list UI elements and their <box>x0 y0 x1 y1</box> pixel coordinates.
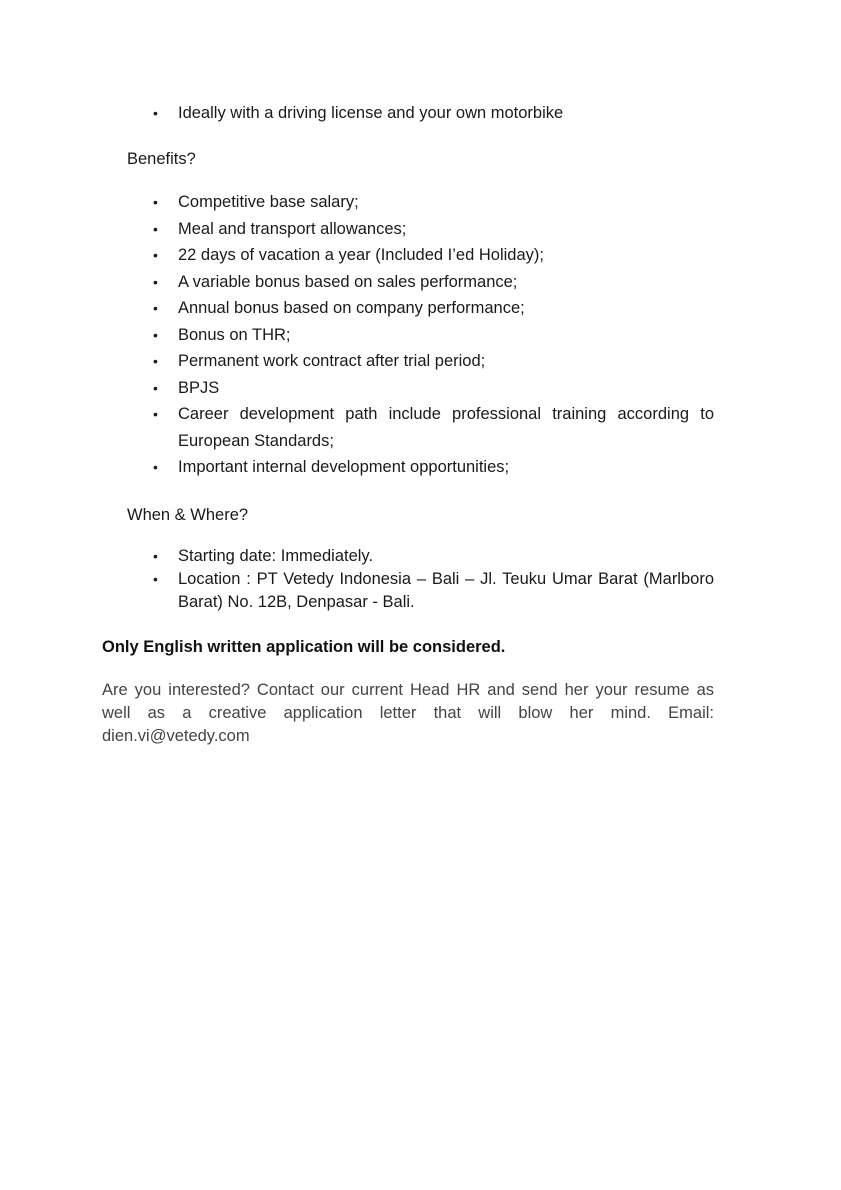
list-item-text: Important internal development opportunities; <box>178 458 510 476</box>
list-item <box>0 401 841 454</box>
list-item <box>0 322 841 349</box>
list-item-text: Permanent work contract after trial period; <box>178 352 486 370</box>
list-item <box>0 242 841 269</box>
list-item-text: Ideally with a driving license and your own motorbike <box>178 104 564 122</box>
bullet-icon: • <box>153 105 158 121</box>
english-only-note: Only English written application will be considered. <box>102 638 506 656</box>
list-item-text: Meal and transport allowances; <box>178 219 407 238</box>
list-item-text: Competitive base salary; <box>178 193 359 211</box>
when-where-heading: When & Where? <box>127 506 249 524</box>
bullet-icon: • <box>153 273 158 290</box>
bullet-icon: • <box>153 247 158 263</box>
list-item <box>0 100 841 127</box>
list-item-text: Career development path include professional training according to European Standards; <box>178 405 714 450</box>
list-item <box>0 216 841 243</box>
bullet-icon: • <box>153 459 158 475</box>
bullet-icon: • <box>153 220 158 237</box>
bullet-icon: • <box>153 571 158 587</box>
benefits-heading: Benefits? <box>127 150 196 168</box>
list-item-text: Annual bonus based on company performance; <box>178 299 525 317</box>
list-item <box>0 189 841 216</box>
bullet-icon: • <box>153 326 158 343</box>
list-item-text: Location : PT Vetedy Indonesia – Bali – Jl. Teuku Umar Barat (Marlboro Barat) No. 12B, Denpasar - Bali. <box>178 570 714 611</box>
list-item-text: Bonus on THR; <box>178 325 291 344</box>
list-item <box>0 348 841 375</box>
benefits-list <box>0 189 841 481</box>
list-item <box>0 375 841 402</box>
closing-paragraph: Are you interested? Contact our current Head HR and send her your resume as well as a creative application letter that will blow her mind. Email: dien.vi@vetedy.com <box>102 681 714 745</box>
list-item <box>0 545 841 568</box>
bullet-icon: • <box>153 548 158 564</box>
bullet-icon: • <box>153 406 158 422</box>
list-item <box>0 269 841 296</box>
when-where-list <box>0 545 841 614</box>
bullet-icon: • <box>153 300 158 316</box>
list-item-text: BPJS <box>178 378 220 397</box>
bullet-icon: • <box>153 194 158 210</box>
list-item <box>0 295 841 322</box>
bullet-icon: • <box>153 353 158 369</box>
list-item-text: A variable bonus based on sales performance; <box>178 272 518 291</box>
bullet-icon: • <box>153 379 158 396</box>
list-item-text: 22 days of vacation a year (Included I’ed Holiday); <box>178 246 544 264</box>
list-item <box>0 454 841 481</box>
list-item <box>0 568 841 614</box>
list-item-text: Starting date: Immediately. <box>178 547 374 565</box>
requirements-list <box>0 100 841 127</box>
